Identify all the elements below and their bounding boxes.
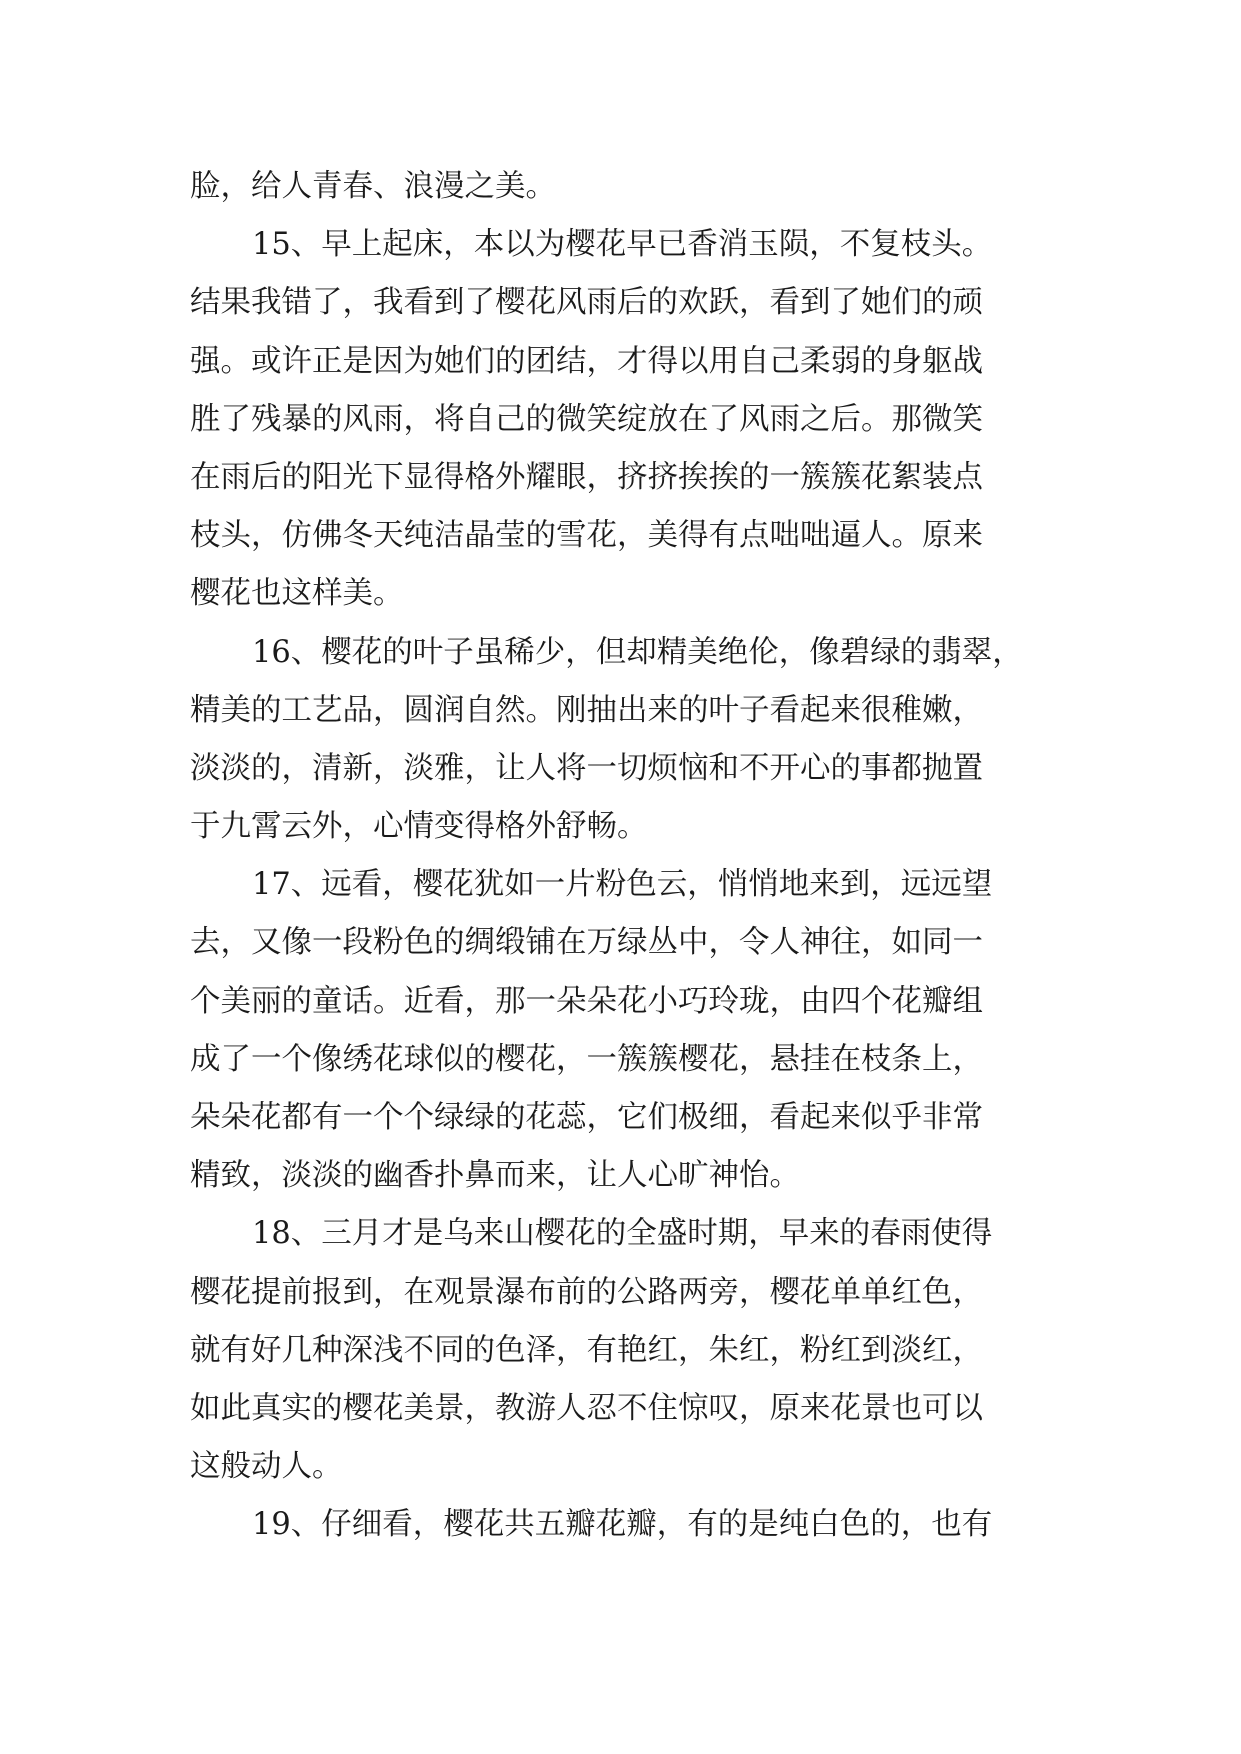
text-line: 精致，淡淡的幽香扑鼻而来，让人心旷神怡。 bbox=[190, 1158, 800, 1194]
text-line: 17、远看，樱花犹如一片粉色云，悄悄地来到，远远望 bbox=[252, 867, 993, 903]
text-line: 如此真实的樱花美景，教游人忍不住惊叹，原来花景也可以 bbox=[190, 1390, 983, 1426]
text-line: 脸，给人青春、浪漫之美。 bbox=[190, 169, 556, 204]
text-line: 19、仔细看，樱花共五瓣花瓣，有的是纯白色的，也有 bbox=[252, 1507, 993, 1543]
text-line: 就有好几种深浅不同的色泽，有艳红，朱红，粉红到淡红， bbox=[190, 1332, 983, 1368]
text-line: 精美的工艺品，圆润自然。刚抽出来的叶子看起来很稚嫩， bbox=[190, 692, 983, 728]
text-line: 这般动人。 bbox=[190, 1449, 343, 1485]
text-line: 枝头，仿佛冬天纯洁晶莹的雪花，美得有点咄咄逼人。原来 bbox=[190, 518, 983, 554]
text-line: 15、早上起床，本以为樱花早已香消玉陨，不复枝头。 bbox=[252, 227, 993, 263]
text-line: 朵朵花都有一个个绿绿的花蕊，它们极细，看起来似乎非常 bbox=[190, 1100, 983, 1135]
body-text bbox=[190, 158, 1070, 1555]
text-line: 樱花提前报到，在观景瀑布前的公路两旁，樱花单单红色， bbox=[190, 1274, 983, 1310]
text-line: 强。或许正是因为她们的团结，才得以用自己柔弱的身躯战 bbox=[190, 343, 983, 379]
text-line: 18、三月才是乌来山樱花的全盛时期，早来的春雨使得 bbox=[252, 1216, 993, 1252]
text-line: 16、樱花的叶子虽稀少，但却精美绝伦，像碧绿的翡翠， bbox=[252, 634, 1023, 670]
text-line: 淡淡的，清新，淡雅，让人将一切烦恼和不开心的事都抛置 bbox=[190, 750, 983, 786]
text-line: 在雨后的阳光下显得格外耀眼，挤挤挨挨的一簇簇花絮装点 bbox=[190, 459, 983, 495]
text-line: 于九霄云外，心情变得格外舒畅。 bbox=[190, 809, 648, 845]
text-line: 去，又像一段粉色的绸缎铺在万绿丛中，令人神往，如同一 bbox=[190, 925, 983, 961]
text-line: 胜了残暴的风雨，将自己的微笑绽放在了风雨之后。那微笑 bbox=[190, 401, 983, 437]
text-line: 樱花也这样美。 bbox=[190, 576, 404, 612]
text-line: 成了一个像绣花球似的樱花，一簇簇樱花，悬挂在枝条上， bbox=[190, 1041, 983, 1077]
text-line: 结果我错了，我看到了樱花风雨后的欢跃，看到了她们的顽 bbox=[190, 285, 983, 321]
text-line: 个美丽的童话。近看，那一朵朵花小巧玲珑，由四个花瓣组 bbox=[190, 983, 983, 1019]
